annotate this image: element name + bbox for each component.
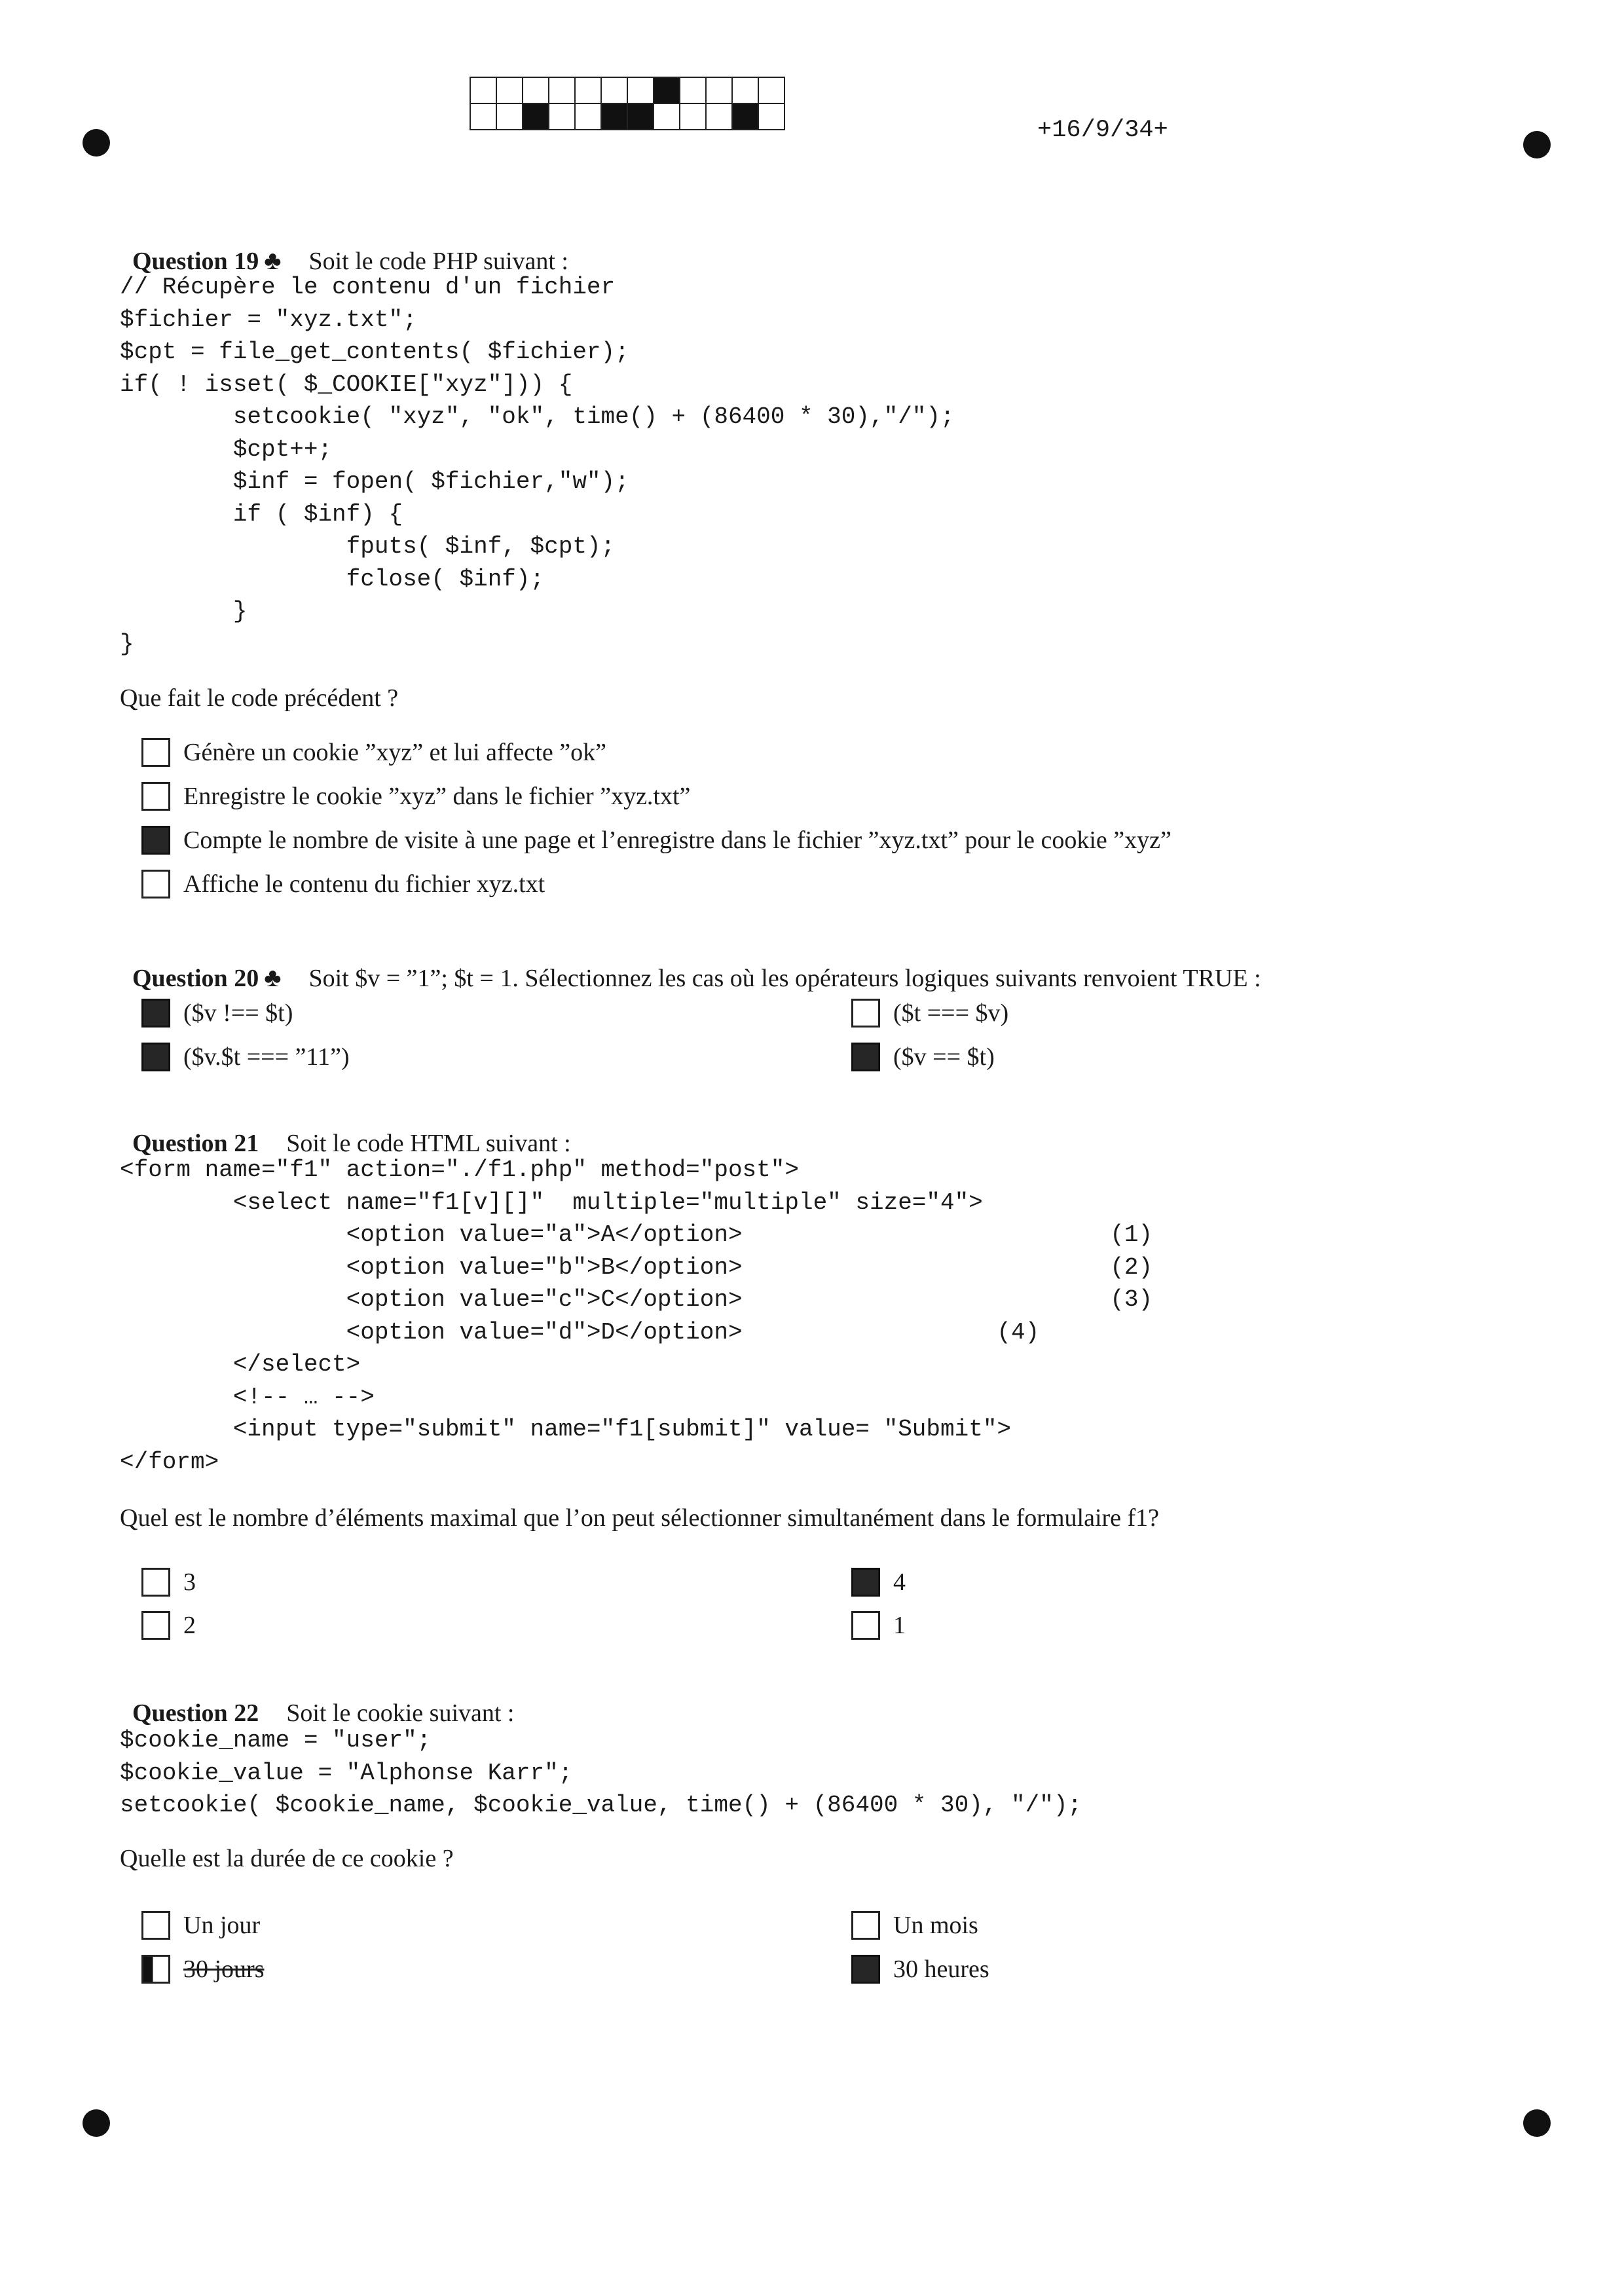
code-cell-empty xyxy=(679,103,707,131)
code-cell-empty xyxy=(653,103,681,131)
code-line: fputs( $inf, $cpt); xyxy=(120,533,616,560)
code-cell-empty xyxy=(627,77,655,105)
code-line: <option value="c">C</option> (3) xyxy=(120,1286,1153,1313)
question-21-prompt: Quel est le nombre d’éléments maximal que l’on peut sélectionner simultanément dans le formulaire f1? xyxy=(120,1504,1160,1532)
code-cell-filled xyxy=(600,103,629,131)
answer-checkbox[interactable] xyxy=(141,1568,170,1597)
answer-option[interactable] xyxy=(141,999,293,1028)
answer-label: ($t === $v) xyxy=(893,999,1009,1027)
code-line: <select name="f1[v][]" multiple="multiple" size="4"> xyxy=(120,1189,983,1216)
code-line: $fichier = "xyz.txt"; xyxy=(120,306,417,333)
code-cell-filled xyxy=(653,77,681,105)
answer-label: 30 heures xyxy=(893,1955,989,1983)
code-line: </select> xyxy=(120,1351,361,1378)
answer-checkbox[interactable] xyxy=(851,1568,880,1597)
question-21-header xyxy=(120,1100,571,1158)
registration-dot-top-right xyxy=(1523,131,1551,158)
answer-option[interactable] xyxy=(141,826,1172,855)
question-19-prompt: Que fait le code précédent ? xyxy=(120,684,399,712)
code-line: $cookie_value = "Alphonse Karr"; xyxy=(120,1759,573,1787)
answer-label: 4 xyxy=(893,1568,906,1596)
answer-checkbox[interactable] xyxy=(141,1043,170,1071)
question-number: Question 22 xyxy=(132,1699,259,1727)
answer-label: 2 xyxy=(183,1612,196,1639)
answer-option[interactable] xyxy=(141,1611,196,1640)
answer-option[interactable] xyxy=(851,1611,906,1640)
code-cell-empty xyxy=(758,103,786,131)
answer-option[interactable] xyxy=(141,782,690,811)
identification-code-grid xyxy=(470,77,784,130)
question-number: Question 20 xyxy=(132,965,259,992)
code-line: setcookie( $cookie_name, $cookie_value, time() + (86400 * 30), "/"); xyxy=(120,1792,1082,1819)
registration-dot-bottom-right xyxy=(1523,2109,1551,2137)
answer-option[interactable] xyxy=(851,999,1008,1028)
question-intro: Soit le code PHP suivant : xyxy=(308,248,568,275)
answer-label: Génère un cookie ”xyz” et lui affecte ”ok” xyxy=(183,739,606,766)
code-cell-empty xyxy=(600,77,629,105)
answer-label: Compte le nombre de visite à une page et l’enregistre dans le fichier ”xyz.txt” pour le cookie ”xyz” xyxy=(183,826,1172,854)
code-line: if( ! isset( $_COOKIE["xyz"])) { xyxy=(120,371,573,398)
answer-option[interactable] xyxy=(141,738,606,767)
answer-checkbox[interactable] xyxy=(141,738,170,767)
question-22-prompt: Quelle est la durée de ce cookie ? xyxy=(120,1845,454,1872)
code-cell-empty xyxy=(522,77,550,105)
answer-checkbox[interactable] xyxy=(851,999,880,1028)
question-20-header xyxy=(120,933,1261,993)
code-cell-empty xyxy=(758,77,786,105)
answer-checkbox[interactable] xyxy=(141,826,170,855)
code-cell-empty xyxy=(470,103,498,131)
answer-label: ($v !== $t) xyxy=(183,999,293,1027)
answer-checkbox[interactable] xyxy=(141,782,170,811)
question-number: Question 19 xyxy=(132,248,259,275)
answer-label: ($v == $t) xyxy=(893,1043,995,1071)
answer-label: ($v.$t === ”11”) xyxy=(183,1043,350,1071)
code-cell-empty xyxy=(705,103,733,131)
answer-option[interactable] xyxy=(851,1911,978,1940)
answer-option[interactable] xyxy=(851,1955,989,1984)
answer-label: Affiche le contenu du fichier xyz.txt xyxy=(183,870,545,898)
code-cell-empty xyxy=(705,77,733,105)
code-cell-filled xyxy=(522,103,550,131)
answer-option[interactable] xyxy=(851,1568,906,1597)
registration-dot-top-left xyxy=(83,129,110,157)
answer-label: 1 xyxy=(893,1612,906,1639)
code-cell-empty xyxy=(470,77,498,105)
answer-label-struck: 30 jours xyxy=(183,1955,265,1983)
code-cell-empty xyxy=(574,103,602,131)
answer-option[interactable] xyxy=(141,1568,196,1597)
answer-option[interactable] xyxy=(851,1043,995,1071)
answer-label: Un mois xyxy=(893,1912,978,1939)
answer-checkbox[interactable] xyxy=(851,1911,880,1940)
question-number: Question 21 xyxy=(132,1130,259,1157)
code-line: <option value="a">A</option> (1) xyxy=(120,1221,1153,1248)
html-code-block xyxy=(120,1154,1153,1478)
answer-label: Enregistre le cookie ”xyz” dans le fichier ”xyz.txt” xyxy=(183,783,691,810)
answer-option[interactable] xyxy=(141,1955,265,1984)
code-line: fclose( $inf); xyxy=(120,565,545,593)
answer-option[interactable] xyxy=(141,870,545,898)
code-line: <input type="submit" name="f1[submit]" value= "Submit"> xyxy=(120,1416,1012,1443)
php-code-block xyxy=(120,271,955,660)
question-22-header xyxy=(120,1670,515,1728)
code-cell-empty xyxy=(679,77,707,105)
code-line: setcookie( "xyz", "ok", time() + (86400 * 30),"/"); xyxy=(120,403,955,430)
answer-checkbox[interactable] xyxy=(141,1911,170,1940)
code-cell-empty xyxy=(731,77,760,105)
code-line: $cookie_name = "user"; xyxy=(120,1727,432,1754)
question-intro: Soit le cookie suivant : xyxy=(286,1699,515,1727)
code-line: } xyxy=(120,598,248,625)
code-cell-empty xyxy=(548,77,576,105)
code-cell-empty xyxy=(574,77,602,105)
code-cell-empty xyxy=(548,103,576,131)
code-line: <form name="f1" action="./f1.php" method="post"> xyxy=(120,1157,799,1183)
code-line: } xyxy=(120,630,134,657)
answer-checkbox[interactable] xyxy=(851,1611,880,1640)
code-cell-filled xyxy=(731,103,760,131)
answer-checkbox[interactable] xyxy=(141,999,170,1028)
question-intro: Soit $v = ”1”; $t = 1. Sélectionnez les cas où les opérateurs logiques suivants renvoient TRUE : xyxy=(308,965,1261,992)
answer-label: Un jour xyxy=(183,1912,261,1939)
answer-checkbox[interactable] xyxy=(141,1955,170,1984)
answer-option[interactable] xyxy=(141,1043,350,1071)
answer-checkbox[interactable] xyxy=(851,1955,880,1984)
question-19-header xyxy=(120,216,568,276)
code-line: <!-- … --> xyxy=(120,1383,375,1411)
answer-option[interactable] xyxy=(141,1911,260,1940)
code-line: <option value="d">D</option> (4) xyxy=(120,1318,1040,1346)
code-cell-filled xyxy=(627,103,655,131)
code-line: if ( $inf) { xyxy=(120,500,403,528)
code-line: </form> xyxy=(120,1448,219,1475)
page-identifier: +16/9/34+ xyxy=(1037,117,1168,144)
php-code-block xyxy=(120,1724,1082,1822)
answer-checkbox[interactable] xyxy=(141,1611,170,1640)
registration-dot-bottom-left xyxy=(83,2109,110,2137)
answer-checkbox[interactable] xyxy=(141,870,170,898)
code-line: // Récupère le contenu d'un fichier xyxy=(120,274,616,301)
club-icon: ♣ xyxy=(264,246,282,275)
code-cell-empty xyxy=(496,103,524,131)
code-cell-empty xyxy=(496,77,524,105)
code-line: $cpt++; xyxy=(120,435,333,463)
answer-checkbox[interactable] xyxy=(851,1043,880,1071)
code-line: <option value="b">B</option> (2) xyxy=(120,1253,1153,1281)
club-icon: ♣ xyxy=(264,963,282,992)
code-line: $inf = fopen( $fichier,"w"); xyxy=(120,468,629,495)
answer-label: 3 xyxy=(183,1568,196,1596)
code-line: $cpt = file_get_contents( $fichier); xyxy=(120,339,629,365)
question-intro: Soit le code HTML suivant : xyxy=(286,1130,571,1157)
